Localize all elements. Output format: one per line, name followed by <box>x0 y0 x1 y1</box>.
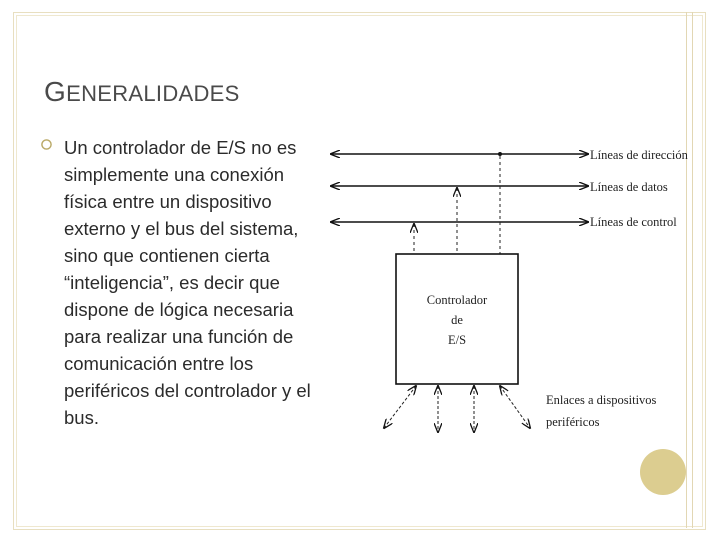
peripheral-link <box>384 386 416 428</box>
junction-dot <box>498 152 502 156</box>
controller-label-2: de <box>451 313 463 327</box>
control-lines-label: Líneas de control <box>590 215 677 229</box>
controller-label-1: Controlador <box>426 293 488 307</box>
io-controller-diagram <box>326 130 696 450</box>
address-lines-label: Líneas de dirección <box>590 148 688 162</box>
peripheral-links-label-2: periféricos <box>546 415 600 429</box>
controller-label-3: E/S <box>447 333 467 347</box>
body-paragraph: Un controlador de E/S no es simplemente una conexión física entre un dispositivo externo y el bus del sistema, sino que contienen cierta “inteligencia”, es decir que dispone de lógica necesaria para realizar una función de comunicación entre los periféricos del controlador y el bus. <box>64 137 311 428</box>
decorative-circle <box>640 449 686 495</box>
title-rest: ENERALIDADES <box>66 81 240 106</box>
slide-title <box>44 76 240 108</box>
data-lines-label: Líneas de datos <box>590 180 668 194</box>
peripheral-links-label-1: Enlaces a dispositivos <box>546 393 657 407</box>
title-initial: G <box>44 76 67 107</box>
bullet-circle-icon <box>40 138 53 151</box>
peripheral-link <box>500 386 530 428</box>
